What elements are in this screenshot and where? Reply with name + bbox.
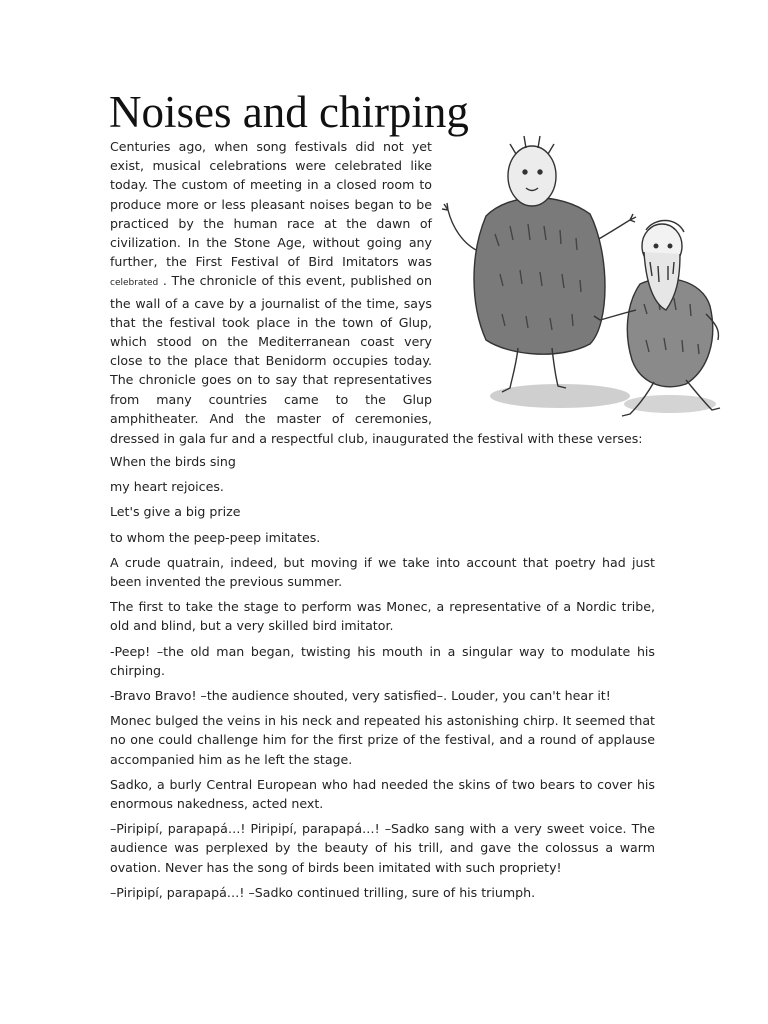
intro-paragraph-continued: dressed in gala fur and a respectful club, inaugurated the festival with these verses: — [110, 431, 643, 446]
intro-text-part-2: . The chronicle of this event, published on the wall of a cave by a journalist of the time, says that the festival took place in the town of Glup, which stood on the Mediterranean coast very close to the place that Benidorm occupies today. The chronicle goes on to say that representatives from many countries came to the Glup amphitheater. And the master of ceremonies, — [110, 273, 432, 426]
verse-line: When the birds sing — [110, 454, 236, 469]
intro-paragraph-wrapped — [110, 137, 432, 428]
verse-line: Let's give a big prize — [110, 504, 241, 520]
cavemen-illustration — [440, 134, 722, 424]
paragraph: A crude quatrain, indeed, but moving if we take into account that poetry had just been invented the previous summer. — [110, 554, 655, 590]
page-title: Noises and chirping — [109, 87, 469, 137]
story-body — [110, 452, 655, 908]
caveman-right — [594, 221, 720, 417]
intro-text-small: celebrated — [110, 278, 159, 289]
paragraph: -Bravo Bravo! –the audience shouted, very satisfied–. Louder, you can't hear it! — [110, 688, 611, 704]
paragraph: Monec bulged the veins in his neck and repeated his astonishing chirp. It seemed that no one could challenge him for the first prize of the festival, and a round of applause accompanied him as he left the stage. — [110, 713, 655, 767]
paragraph: –Piripipí, parapapá…! Piripipí, parapapá…! –Sadko sang with a very sweet voice. The audience was perplexed by the beauty of his trill, and gave the colossus a warm ovation. Never has the song of birds been imitated with such propriety! — [110, 821, 655, 875]
paragraph: –Piripipí, parapapá…! –Sadko continued trilling, sure of his triumph. — [110, 884, 536, 900]
verse-line: my heart rejoices. — [110, 479, 224, 495]
caveman-left — [442, 136, 636, 392]
intro-text-part-1: Centuries ago, when song festivals did not yet exist, musical celebrations were celebrated like today. The custom of meeting in a closed room to produce more or less pleasant noises began to be practiced by the human race at the dawn of civilization. In the Stone Age, without going any further, the First Festival of Bird Imitators was — [110, 139, 432, 270]
paragraph: -Peep! –the old man began, twisting his mouth in a singular way to modulate his chirping. — [110, 643, 655, 678]
verse-line: to whom the peep-peep imitates. — [110, 529, 321, 545]
paragraph: Sadko, a burly Central European who had needed the skins of two bears to cover his enormous nakedness, acted next. — [110, 776, 655, 812]
paragraph: The first to take the stage to perform was Monec, a representative of a Nordic tribe, old and blind, but a very skilled bird imitator. — [110, 599, 655, 634]
